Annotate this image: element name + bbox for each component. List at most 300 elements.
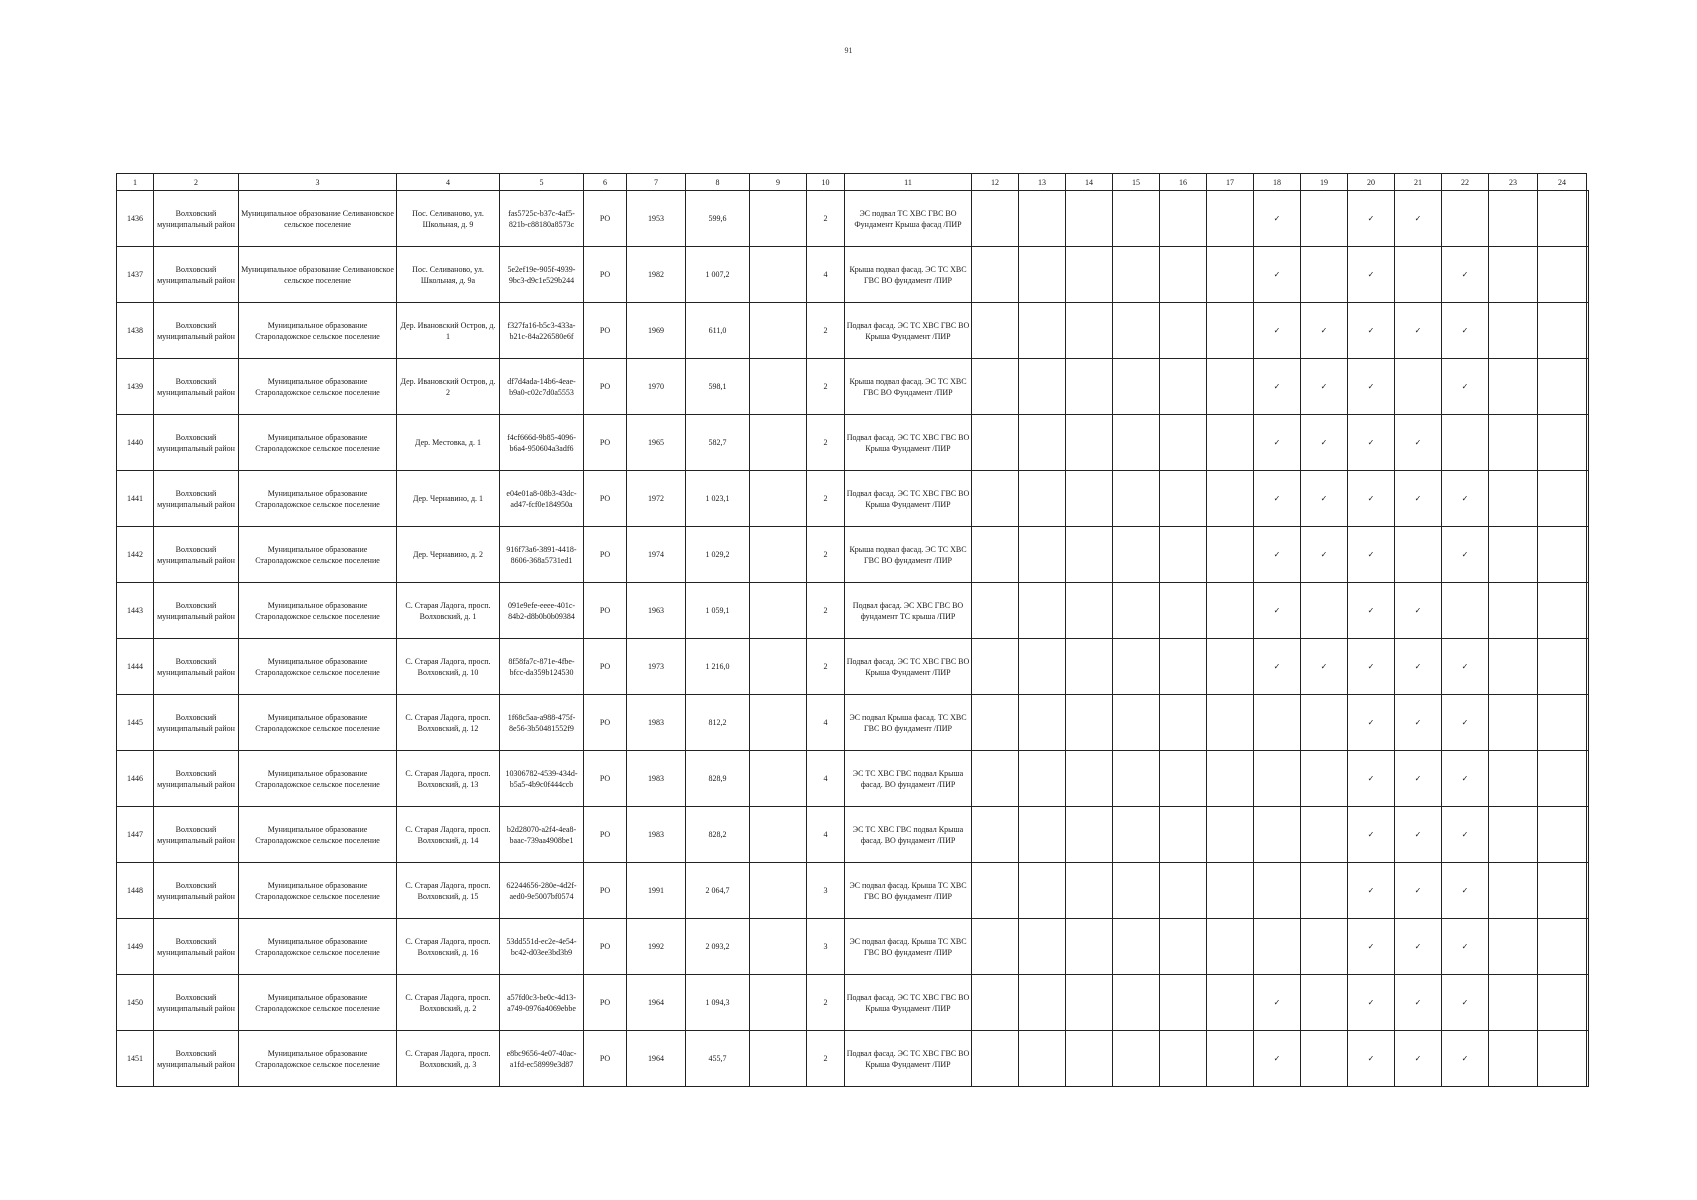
column-25-cell [1587,863,1589,919]
check-mark-icon: ✓ [1320,494,1328,503]
column-15-cell [1113,807,1160,863]
check-mark-icon: ✓ [1461,774,1469,783]
column-9-cell [750,191,807,247]
year-built-cell: 1965 [627,415,686,471]
column-15-cell [1113,303,1160,359]
check-mark-icon: ✓ [1414,662,1422,671]
check-mark-icon: ✓ [1320,662,1328,671]
table-row [117,359,1589,415]
column-24-cell [1538,1031,1587,1087]
area-cell: 598,1 [686,359,750,415]
column-22-cell [1442,807,1489,863]
column-23-cell [1489,359,1538,415]
column-24-cell [1538,807,1587,863]
table-row [117,975,1589,1031]
house-guid-cell: fas5725c-b37c-4af5-821b-c88180a8573c [500,191,584,247]
column-23-cell [1489,863,1538,919]
column-25-cell [1587,583,1589,639]
column-15-cell [1113,695,1160,751]
column-16-cell [1160,919,1207,975]
column-14-cell [1066,583,1113,639]
check-mark-icon: ✓ [1367,942,1375,951]
column-14-cell [1066,751,1113,807]
column-16-cell [1160,751,1207,807]
column-25-cell [1587,191,1589,247]
column-17-cell [1207,527,1254,583]
area-cell: 611,0 [686,303,750,359]
column-21-cell [1395,415,1442,471]
column-header-5: 5 [500,174,584,191]
type-cell: РО [584,247,627,303]
check-mark-icon: ✓ [1461,942,1469,951]
table-row [117,303,1589,359]
works-list-cell: ЭС ТС ХВС ГВС подвал Крыша фасад. ВО фундамент /ПИР [845,807,972,863]
column-20-cell [1348,191,1395,247]
column-18-cell [1254,975,1301,1031]
area-cell: 828,9 [686,751,750,807]
area-cell: 1 059,1 [686,583,750,639]
column-9-cell [750,751,807,807]
district-cell: Волховский муниципальный район [154,1031,239,1087]
check-mark-icon: ✓ [1414,998,1422,1007]
year-built-cell: 1992 [627,919,686,975]
column-19-cell [1301,807,1348,863]
column-15-cell [1113,751,1160,807]
works-list-cell: ЭС подвал фасад. Крыша ТС ХВС ГВС ВО фундамент /ПИР [845,863,972,919]
column-20-cell [1348,1031,1395,1087]
type-cell: РО [584,527,627,583]
table-row [117,751,1589,807]
column-17-cell [1207,919,1254,975]
column-19-cell [1301,471,1348,527]
column-17-cell [1207,695,1254,751]
column-19-cell [1301,639,1348,695]
column-23-cell [1489,751,1538,807]
house-guid-cell: df7d4ada-14b6-4eae-b9a0-c02c7d0a5553 [500,359,584,415]
municipality-cell: Муниципальное образование Староладожское сельское поселение [239,919,397,975]
column-23-cell [1489,583,1538,639]
address-cell: Пос. Селиваново, ул. Школьная, д. 9 [397,191,500,247]
row-number: 1448 [117,863,154,919]
check-mark-icon: ✓ [1320,326,1328,335]
area-cell: 812,2 [686,695,750,751]
type-cell: РО [584,751,627,807]
column-16-cell [1160,975,1207,1031]
municipality-cell: Муниципальное образование Селивановское сельское поселение [239,247,397,303]
column-22-cell [1442,583,1489,639]
column-14-cell [1066,247,1113,303]
column-22-cell [1442,919,1489,975]
column-17-cell [1207,751,1254,807]
type-cell: РО [584,191,627,247]
column-22-cell [1442,471,1489,527]
municipality-cell: Муниципальное образование Староладожское сельское поселение [239,303,397,359]
floors-cell: 2 [807,191,845,247]
column-9-cell [750,359,807,415]
column-15-cell [1113,359,1160,415]
column-9-cell [750,1031,807,1087]
check-mark-icon: ✓ [1461,662,1469,671]
column-24-cell [1538,695,1587,751]
works-list-cell: Подвал фасад. ЭС ТС ХВС ГВС ВО Крыша Фундамент /ПИР [845,975,972,1031]
column-17-cell [1207,247,1254,303]
works-list-cell: ЭС подвал фасад. Крыша ТС ХВС ГВС ВО фундамент /ПИР [845,919,972,975]
column-21-cell [1395,807,1442,863]
floors-cell: 4 [807,695,845,751]
column-18-cell [1254,359,1301,415]
check-mark-icon: ✓ [1367,438,1375,447]
column-20-cell [1348,471,1395,527]
works-list-cell: ЭС подвал ТС ХВС ГВС ВО Фундамент Крыша фасад /ПИР [845,191,972,247]
house-guid-cell: a57fd0c3-be0c-4d13-a749-0976a4069ebbe [500,975,584,1031]
municipality-cell: Муниципальное образование Староладожское сельское поселение [239,695,397,751]
column-18-cell [1254,919,1301,975]
column-13-cell [1019,303,1066,359]
row-number: 1438 [117,303,154,359]
floors-cell: 2 [807,1031,845,1087]
column-17-cell [1207,639,1254,695]
row-number: 1449 [117,919,154,975]
floors-cell: 2 [807,639,845,695]
column-12-cell [972,975,1019,1031]
house-guid-cell: f327fa16-b5c3-433a-b21c-84a226580e6f [500,303,584,359]
check-mark-icon: ✓ [1273,214,1281,223]
column-14-cell [1066,415,1113,471]
municipality-cell: Муниципальное образование Староладожское сельское поселение [239,975,397,1031]
column-24-cell [1538,359,1587,415]
column-25-cell [1587,527,1589,583]
floors-cell: 2 [807,303,845,359]
area-cell: 599,6 [686,191,750,247]
column-18-cell [1254,247,1301,303]
table-row [117,1031,1589,1087]
check-mark-icon: ✓ [1461,718,1469,727]
table-row [117,471,1589,527]
column-19-cell [1301,359,1348,415]
column-17-cell [1207,471,1254,527]
column-24-cell [1538,863,1587,919]
column-18-cell [1254,1031,1301,1087]
table-row [117,527,1589,583]
column-25-cell [1587,975,1589,1031]
column-header-13: 13 [1019,174,1066,191]
column-header-7: 7 [627,174,686,191]
column-22-cell [1442,191,1489,247]
column-13-cell [1019,1031,1066,1087]
column-header-1: 1 [117,174,154,191]
column-13-cell [1019,807,1066,863]
check-mark-icon: ✓ [1414,606,1422,615]
column-18-cell [1254,471,1301,527]
column-22-cell [1442,975,1489,1031]
column-16-cell [1160,191,1207,247]
row-number: 1436 [117,191,154,247]
check-mark-icon: ✓ [1414,214,1422,223]
type-cell: РО [584,471,627,527]
district-cell: Волховский муниципальный район [154,751,239,807]
column-header-18: 18 [1254,174,1301,191]
column-17-cell [1207,583,1254,639]
floors-cell: 4 [807,807,845,863]
check-mark-icon: ✓ [1320,382,1328,391]
address-cell: С. Старая Ладога, просп. Волховский, д. 3 [397,1031,500,1087]
column-17-cell [1207,807,1254,863]
column-23-cell [1489,303,1538,359]
column-18-cell [1254,695,1301,751]
column-16-cell [1160,1031,1207,1087]
column-24-cell [1538,247,1587,303]
works-list-cell: Подвал фасад. ЭС ТС ХВС ГВС ВО Крыша Фундамент /ПИР [845,639,972,695]
district-cell: Волховский муниципальный район [154,359,239,415]
column-14-cell [1066,471,1113,527]
address-cell: Дер. Ивановский Остров, д. 2 [397,359,500,415]
district-cell: Волховский муниципальный район [154,191,239,247]
floors-cell: 3 [807,863,845,919]
check-mark-icon: ✓ [1273,270,1281,279]
column-18-cell [1254,807,1301,863]
column-22-cell [1442,863,1489,919]
check-mark-icon: ✓ [1414,1054,1422,1063]
column-12-cell [972,359,1019,415]
column-header-11: 11 [845,174,972,191]
column-23-cell [1489,191,1538,247]
column-24-cell [1538,639,1587,695]
table-header-row [117,174,1589,191]
check-mark-icon: ✓ [1461,830,1469,839]
year-built-cell: 1991 [627,863,686,919]
floors-cell: 2 [807,527,845,583]
column-21-cell [1395,863,1442,919]
column-23-cell [1489,639,1538,695]
address-cell: С. Старая Ладога, просп. Волховский, д. 2 [397,975,500,1031]
house-guid-cell: 8f58fa7c-871e-4fbe-bfcc-da359b124530 [500,639,584,695]
area-cell: 1 007,2 [686,247,750,303]
column-9-cell [750,471,807,527]
page-number: 91 [844,46,853,55]
check-mark-icon: ✓ [1414,438,1422,447]
house-guid-cell: 53dd551d-ec2e-4e54-bc42-d03ee3bd3b9 [500,919,584,975]
column-19-cell [1301,975,1348,1031]
column-18-cell [1254,303,1301,359]
column-9-cell [750,247,807,303]
column-20-cell [1348,639,1395,695]
column-23-cell [1489,247,1538,303]
column-18-cell [1254,639,1301,695]
column-17-cell [1207,863,1254,919]
floors-cell: 3 [807,919,845,975]
check-mark-icon: ✓ [1273,438,1281,447]
column-23-cell [1489,471,1538,527]
column-23-cell [1489,1031,1538,1087]
column-19-cell [1301,751,1348,807]
house-guid-cell: 62244656-280e-4d2f-aed0-9e5007bf0574 [500,863,584,919]
column-20-cell [1348,807,1395,863]
column-19-cell [1301,695,1348,751]
column-25-cell [1587,807,1589,863]
column-16-cell [1160,471,1207,527]
column-12-cell [972,471,1019,527]
column-12-cell [972,695,1019,751]
house-guid-cell: 1f68c5aa-a988-475f-8e56-3b50481552f9 [500,695,584,751]
check-mark-icon: ✓ [1367,550,1375,559]
floors-cell: 2 [807,359,845,415]
house-guid-cell: e8bc9656-4e07-40ac-a1fd-ec58999e3d87 [500,1031,584,1087]
column-19-cell [1301,247,1348,303]
check-mark-icon: ✓ [1414,774,1422,783]
year-built-cell: 1983 [627,807,686,863]
check-mark-icon: ✓ [1414,326,1422,335]
check-mark-icon: ✓ [1273,550,1281,559]
column-21-cell [1395,247,1442,303]
column-17-cell [1207,1031,1254,1087]
column-20-cell [1348,415,1395,471]
address-cell: С. Старая Ладога, просп. Волховский, д. 12 [397,695,500,751]
column-20-cell [1348,919,1395,975]
year-built-cell: 1983 [627,695,686,751]
column-12-cell [972,919,1019,975]
column-24-cell [1538,527,1587,583]
column-22-cell [1442,527,1489,583]
row-number: 1444 [117,639,154,695]
column-22-cell [1442,1031,1489,1087]
works-list-cell: Подвал фасад. ЭС ТС ХВС ГВС ВО Крыша Фундамент /ПИР [845,303,972,359]
column-12-cell [972,807,1019,863]
column-22-cell [1442,639,1489,695]
row-number: 1443 [117,583,154,639]
column-16-cell [1160,807,1207,863]
row-number: 1437 [117,247,154,303]
column-24-cell [1538,415,1587,471]
column-14-cell [1066,863,1113,919]
column-9-cell [750,303,807,359]
column-21-cell [1395,639,1442,695]
area-cell: 1 023,1 [686,471,750,527]
column-18-cell [1254,527,1301,583]
column-16-cell [1160,359,1207,415]
works-list-cell: Крыша подвал фасад. ЭС ТС ХВС ГВС ВО фундамент /ПИР [845,247,972,303]
column-21-cell [1395,1031,1442,1087]
district-cell: Волховский муниципальный район [154,583,239,639]
district-cell: Волховский муниципальный район [154,975,239,1031]
table-row [117,807,1589,863]
column-header-6: 6 [584,174,627,191]
column-21-cell [1395,303,1442,359]
column-21-cell [1395,919,1442,975]
column-9-cell [750,863,807,919]
column-12-cell [972,191,1019,247]
column-20-cell [1348,527,1395,583]
column-9-cell [750,583,807,639]
column-20-cell [1348,247,1395,303]
column-23-cell [1489,975,1538,1031]
area-cell: 828,2 [686,807,750,863]
check-mark-icon: ✓ [1461,494,1469,503]
column-14-cell [1066,639,1113,695]
column-25-cell [1587,415,1589,471]
house-guid-cell: 10306782-4539-434d-b5a5-4b9c0f444ccb [500,751,584,807]
column-25-cell [1587,471,1589,527]
check-mark-icon: ✓ [1367,886,1375,895]
column-25-cell [1587,303,1589,359]
column-15-cell [1113,191,1160,247]
year-built-cell: 1974 [627,527,686,583]
check-mark-icon: ✓ [1367,494,1375,503]
column-24-cell [1538,191,1587,247]
district-cell: Волховский муниципальный район [154,807,239,863]
column-25-cell [1587,247,1589,303]
table-row [117,919,1589,975]
address-cell: С. Старая Ладога, просп. Волховский, д. 10 [397,639,500,695]
column-22-cell [1442,303,1489,359]
column-14-cell [1066,1031,1113,1087]
column-22-cell [1442,359,1489,415]
column-header-3: 3 [239,174,397,191]
year-built-cell: 1953 [627,191,686,247]
check-mark-icon: ✓ [1367,662,1375,671]
column-20-cell [1348,751,1395,807]
column-22-cell [1442,751,1489,807]
column-21-cell [1395,471,1442,527]
address-cell: С. Старая Ладога, просп. Волховский, д. 13 [397,751,500,807]
column-14-cell [1066,919,1113,975]
check-mark-icon: ✓ [1461,270,1469,279]
column-18-cell [1254,751,1301,807]
column-header-20: 20 [1348,174,1395,191]
column-14-cell [1066,359,1113,415]
table-row [117,639,1589,695]
address-cell: Дер. Местовка, д. 1 [397,415,500,471]
check-mark-icon: ✓ [1414,886,1422,895]
column-13-cell [1019,527,1066,583]
year-built-cell: 1963 [627,583,686,639]
municipality-cell: Муниципальное образование Староладожское сельское поселение [239,471,397,527]
column-12-cell [972,1031,1019,1087]
table-row [117,191,1589,247]
column-25-cell [1587,1031,1589,1087]
table-row [117,695,1589,751]
address-cell: Дер. Ивановский Остров, д. 1 [397,303,500,359]
check-mark-icon: ✓ [1273,326,1281,335]
column-25-cell [1587,695,1589,751]
area-cell: 1 094,3 [686,975,750,1031]
column-14-cell [1066,695,1113,751]
municipality-cell: Муниципальное образование Староладожское сельское поселение [239,583,397,639]
column-21-cell [1395,975,1442,1031]
column-header-9: 9 [750,174,807,191]
municipality-cell: Муниципальное образование Староладожское сельское поселение [239,807,397,863]
column-13-cell [1019,695,1066,751]
column-25-cell [1587,359,1589,415]
row-number: 1442 [117,527,154,583]
column-20-cell [1348,303,1395,359]
row-number: 1451 [117,1031,154,1087]
check-mark-icon: ✓ [1461,1054,1469,1063]
type-cell: РО [584,919,627,975]
check-mark-icon: ✓ [1414,942,1422,951]
column-16-cell [1160,303,1207,359]
column-13-cell [1019,639,1066,695]
column-14-cell [1066,975,1113,1031]
column-13-cell [1019,247,1066,303]
column-13-cell [1019,471,1066,527]
column-19-cell [1301,191,1348,247]
type-cell: РО [584,303,627,359]
column-9-cell [750,975,807,1031]
column-19-cell [1301,527,1348,583]
column-12-cell [972,583,1019,639]
column-13-cell [1019,415,1066,471]
check-mark-icon: ✓ [1367,830,1375,839]
